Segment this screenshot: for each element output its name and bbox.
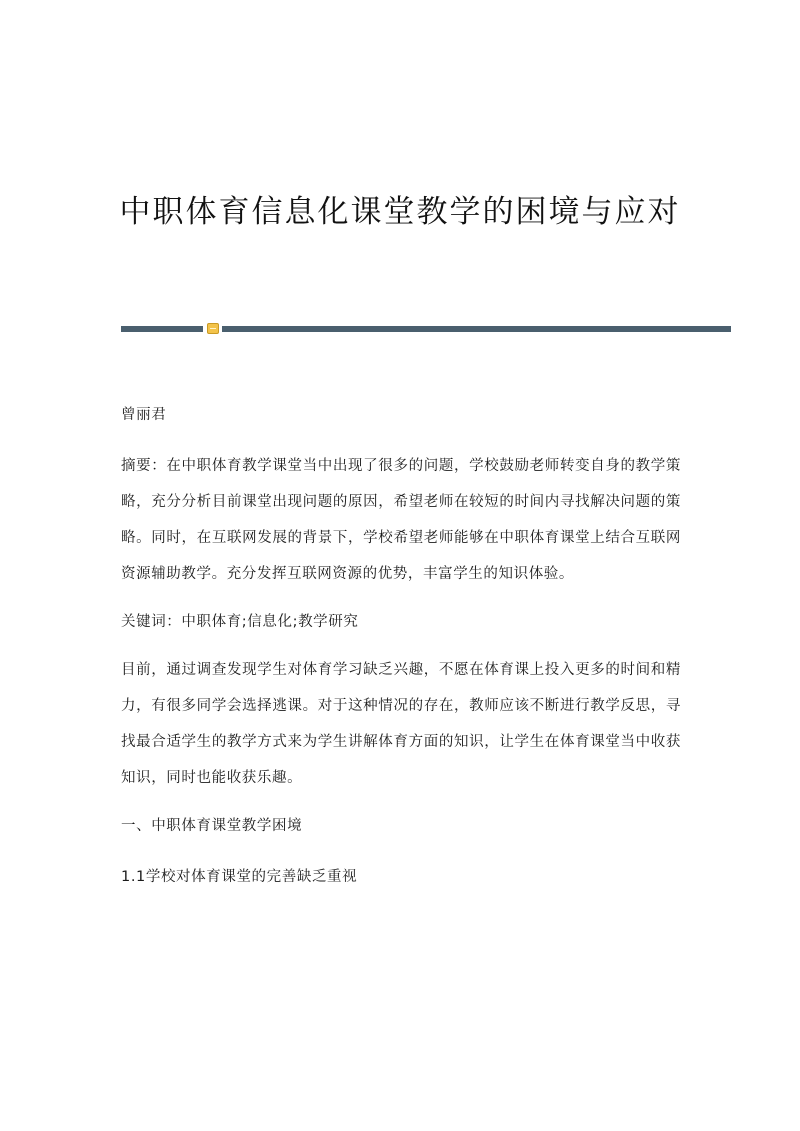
section-heading: 一、中职体育课堂教学困境 bbox=[121, 818, 303, 834]
abstract-paragraph: 摘要：在中职体育教学课堂当中出现了很多的问题，学校鼓励老师转变自身的教学策略，充分分析目前课堂出现问题的原因，希望老师在较短的时间内寻找解决问题的策略。同时，在互联网发展的背景下，学校希望老师能够在中职体育课堂上结合互联网资源辅助教学。充分发挥互联网资源的优势，丰富学生的知识体验。 bbox=[121, 458, 681, 582]
divider-left-bar bbox=[121, 326, 203, 332]
keywords-line: 关键词：中职体育;信息化;教学研究 bbox=[121, 614, 359, 630]
subsection-heading: 1.1学校对体育课堂的完善缺乏重视 bbox=[121, 869, 358, 885]
document-body bbox=[121, 397, 681, 895]
title-divider bbox=[121, 325, 731, 333]
divider-ornament-icon bbox=[207, 323, 219, 334]
author-name: 曾丽君 bbox=[121, 407, 167, 423]
document-title: 中职体育信息化课堂教学的困境与应对 bbox=[119, 194, 681, 230]
divider-right-bar bbox=[222, 326, 731, 332]
intro-paragraph: 目前，通过调查发现学生对体育学习缺乏兴趣，不愿在体育课上投入更多的时间和精力，有很多同学会选择逃课。对于这种情况的存在，教师应该不断进行教学反思，寻找最合适学生的教学方式来为学生讲解体育方面的知识，让学生在体育课堂当中收获知识，同时也能收获乐趣。 bbox=[121, 662, 681, 786]
